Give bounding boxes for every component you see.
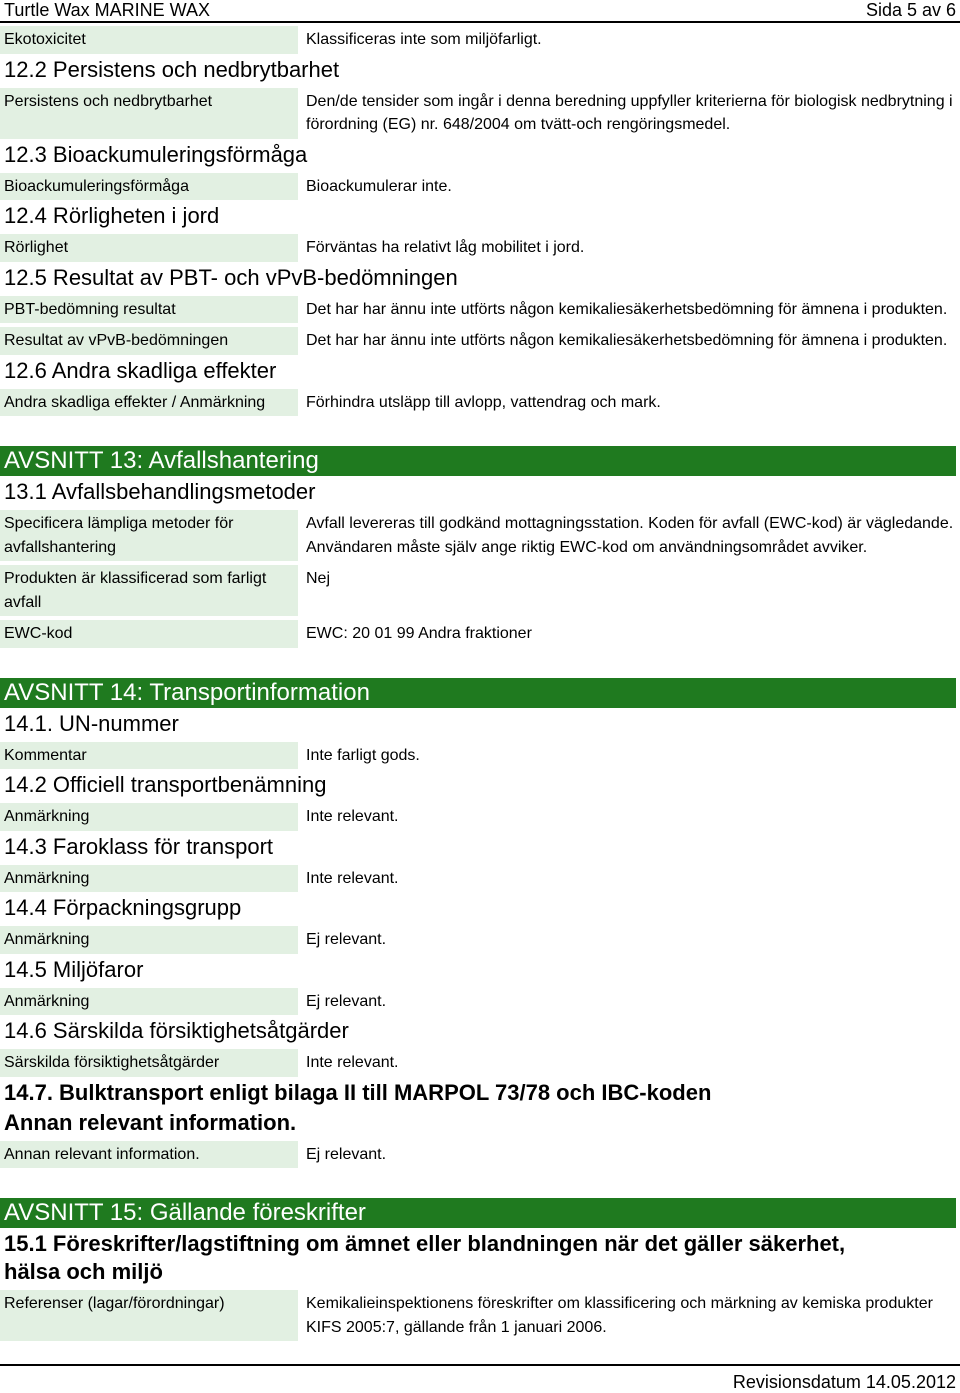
row-label: Produkten är klassificerad som farligt avfall — [0, 565, 298, 616]
row-anmarkning-14-3 — [0, 865, 960, 893]
page-footer — [0, 1364, 960, 1392]
row-value: Ej relevant. — [306, 1145, 387, 1163]
row-label: Rörlighet — [0, 234, 298, 262]
row-value: Inte relevant. — [306, 808, 399, 825]
subheading-14-7: 14.7. Bulktransport enligt bilaga II till MARPOL 73/78 och IBC-koden — [4, 1079, 712, 1105]
row-referenser — [0, 1290, 960, 1341]
row-ewc-kod — [0, 620, 960, 648]
row-farligt-avfall — [0, 565, 960, 616]
section-13-header: AVSNITT 13: Avfallshantering — [0, 446, 956, 476]
row-value: Det har har ännu inte utförts någon kemikaliesäkerhetsbedömning för ämnena i produkten. — [306, 332, 948, 349]
subheading-12-4: 12.4 Rörligheten i jord — [4, 203, 220, 228]
row-anmarkning-14-5 — [0, 988, 960, 1016]
section-15-header: AVSNITT 15: Gällande föreskrifter — [0, 1198, 956, 1228]
subheading-12-6: 12.6 Andra skadliga effekter — [4, 357, 277, 383]
row-value: Förväntas ha relativt låg mobilitet i jord. — [306, 239, 585, 256]
row-label: Anmärkning — [0, 865, 298, 893]
page-header — [0, 0, 960, 22]
row-vpvb — [0, 327, 960, 355]
subheading-14-2: 14.2 Officiell transportbenämning — [4, 772, 327, 797]
row-anmarkning-14-4 — [0, 926, 960, 954]
header-divider — [0, 21, 960, 23]
footer-divider — [0, 1364, 960, 1366]
row-value: Bioackumulerar inte. — [306, 177, 452, 195]
row-value: Ej relevant. — [306, 931, 387, 948]
row-label: Referenser (lagar/förordningar) — [0, 1290, 298, 1341]
subheading-13-1: 13.1 Avfallsbehandlingsmetoder — [4, 479, 316, 504]
document-title: Turtle Wax MARINE WAX — [4, 0, 211, 20]
row-avfall-metoder — [0, 510, 960, 561]
row-label: Annan relevant information. — [0, 1141, 298, 1169]
row-value: Inte relevant. — [306, 869, 399, 887]
row-value: Avfall levereras till godkänd mottagningsstation. Koden för avfall (EWC-kod) är vägledande. Användaren måste själv ange riktig EWC-kod om användningsområdet avviker. — [306, 515, 954, 556]
row-label: Anmärkning — [0, 803, 298, 831]
row-value: Det har har ännu inte utförts någon kemikaliesäkerhetsbedömning för ämnena i produkten. — [306, 300, 948, 318]
row-rorlighet — [0, 234, 960, 262]
section-14-header: AVSNITT 14: Transportinformation — [0, 678, 956, 708]
row-label: Persistens och nedbrytbarhet — [0, 88, 298, 139]
row-label: Ekotoxicitet — [0, 26, 298, 54]
row-value: Inte farligt gods. — [306, 746, 420, 764]
row-value: Nej — [306, 570, 331, 587]
row-label: PBT-bedömning resultat — [0, 296, 298, 324]
subheading-14-1: 14.1. UN-nummer — [4, 710, 179, 736]
row-value: EWC: 20 01 99 Andra fraktioner — [306, 625, 532, 642]
subheading-annan: Annan relevant information. — [4, 1109, 297, 1135]
row-label: Specificera lämpliga metoder för avfallshantering — [0, 510, 298, 561]
row-pbt — [0, 296, 960, 324]
page-number: Sida 5 av 6 — [865, 0, 956, 20]
row-label: Bioackumuleringsförmåga — [0, 173, 298, 201]
document-body — [0, 26, 960, 1341]
subheading-12-2: 12.2 Persistens och nedbrytbarhet — [4, 56, 340, 82]
row-ekotoxicitet — [0, 26, 960, 54]
row-value: Klassificeras inte som miljöfarligt. — [306, 31, 542, 48]
row-annan-info — [0, 1141, 960, 1169]
row-kommentar — [0, 742, 960, 770]
subheading-12-3: 12.3 Bioackumuleringsförmåga — [4, 141, 308, 167]
row-label: Resultat av vPvB-bedömningen — [0, 327, 298, 355]
row-label: Anmärkning — [0, 926, 298, 954]
subheading-15-1: 15.1 Föreskrifter/lagstiftning om ämnet eller blandningen när det gäller säkerhet, hälsa och miljö — [4, 1231, 846, 1284]
subheading-12-5: 12.5 Resultat av PBT- och vPvB-bedömningen — [4, 264, 458, 290]
row-persistens — [0, 88, 960, 139]
row-label: EWC-kod — [0, 620, 298, 648]
row-sarskilda — [0, 1049, 960, 1077]
subheading-14-4: 14.4 Förpackningsgrupp — [4, 895, 242, 920]
row-value: Den/de tensider som ingår i denna beredning uppfyller kriterierna för biologisk nedbrytning i förordning (EG) nr. 648/2004 om tvätt-och rengöringsmedel. — [306, 92, 953, 133]
row-anmarkning-14-2 — [0, 803, 960, 831]
row-label: Särskilda försiktighetsåtgärder — [0, 1049, 298, 1077]
row-value: Ej relevant. — [306, 992, 387, 1010]
subheading-14-6: 14.6 Särskilda försiktighetsåtgärder — [4, 1018, 349, 1043]
row-bioackumulering — [0, 173, 960, 201]
row-label: Andra skadliga effekter / Anmärkning — [0, 389, 298, 417]
subheading-14-5: 14.5 Miljöfaror — [4, 956, 144, 982]
row-label: Anmärkning — [0, 988, 298, 1016]
row-value: Förhindra utsläpp till avlopp, vattendrag och mark. — [306, 393, 661, 411]
row-value: Inte relevant. — [306, 1054, 399, 1071]
row-andra-effekter — [0, 389, 960, 417]
revision-date: Revisionsdatum 14.05.2012 — [732, 1372, 956, 1392]
row-label: Kommentar — [0, 742, 298, 770]
row-value: Kemikalieinspektionens föreskrifter om klassificering och märkning av kemiska produkter KIFS 2005:7, gällande från 1 januari 2006. — [306, 1295, 933, 1336]
subheading-14-3: 14.3 Faroklass för transport — [4, 833, 274, 859]
